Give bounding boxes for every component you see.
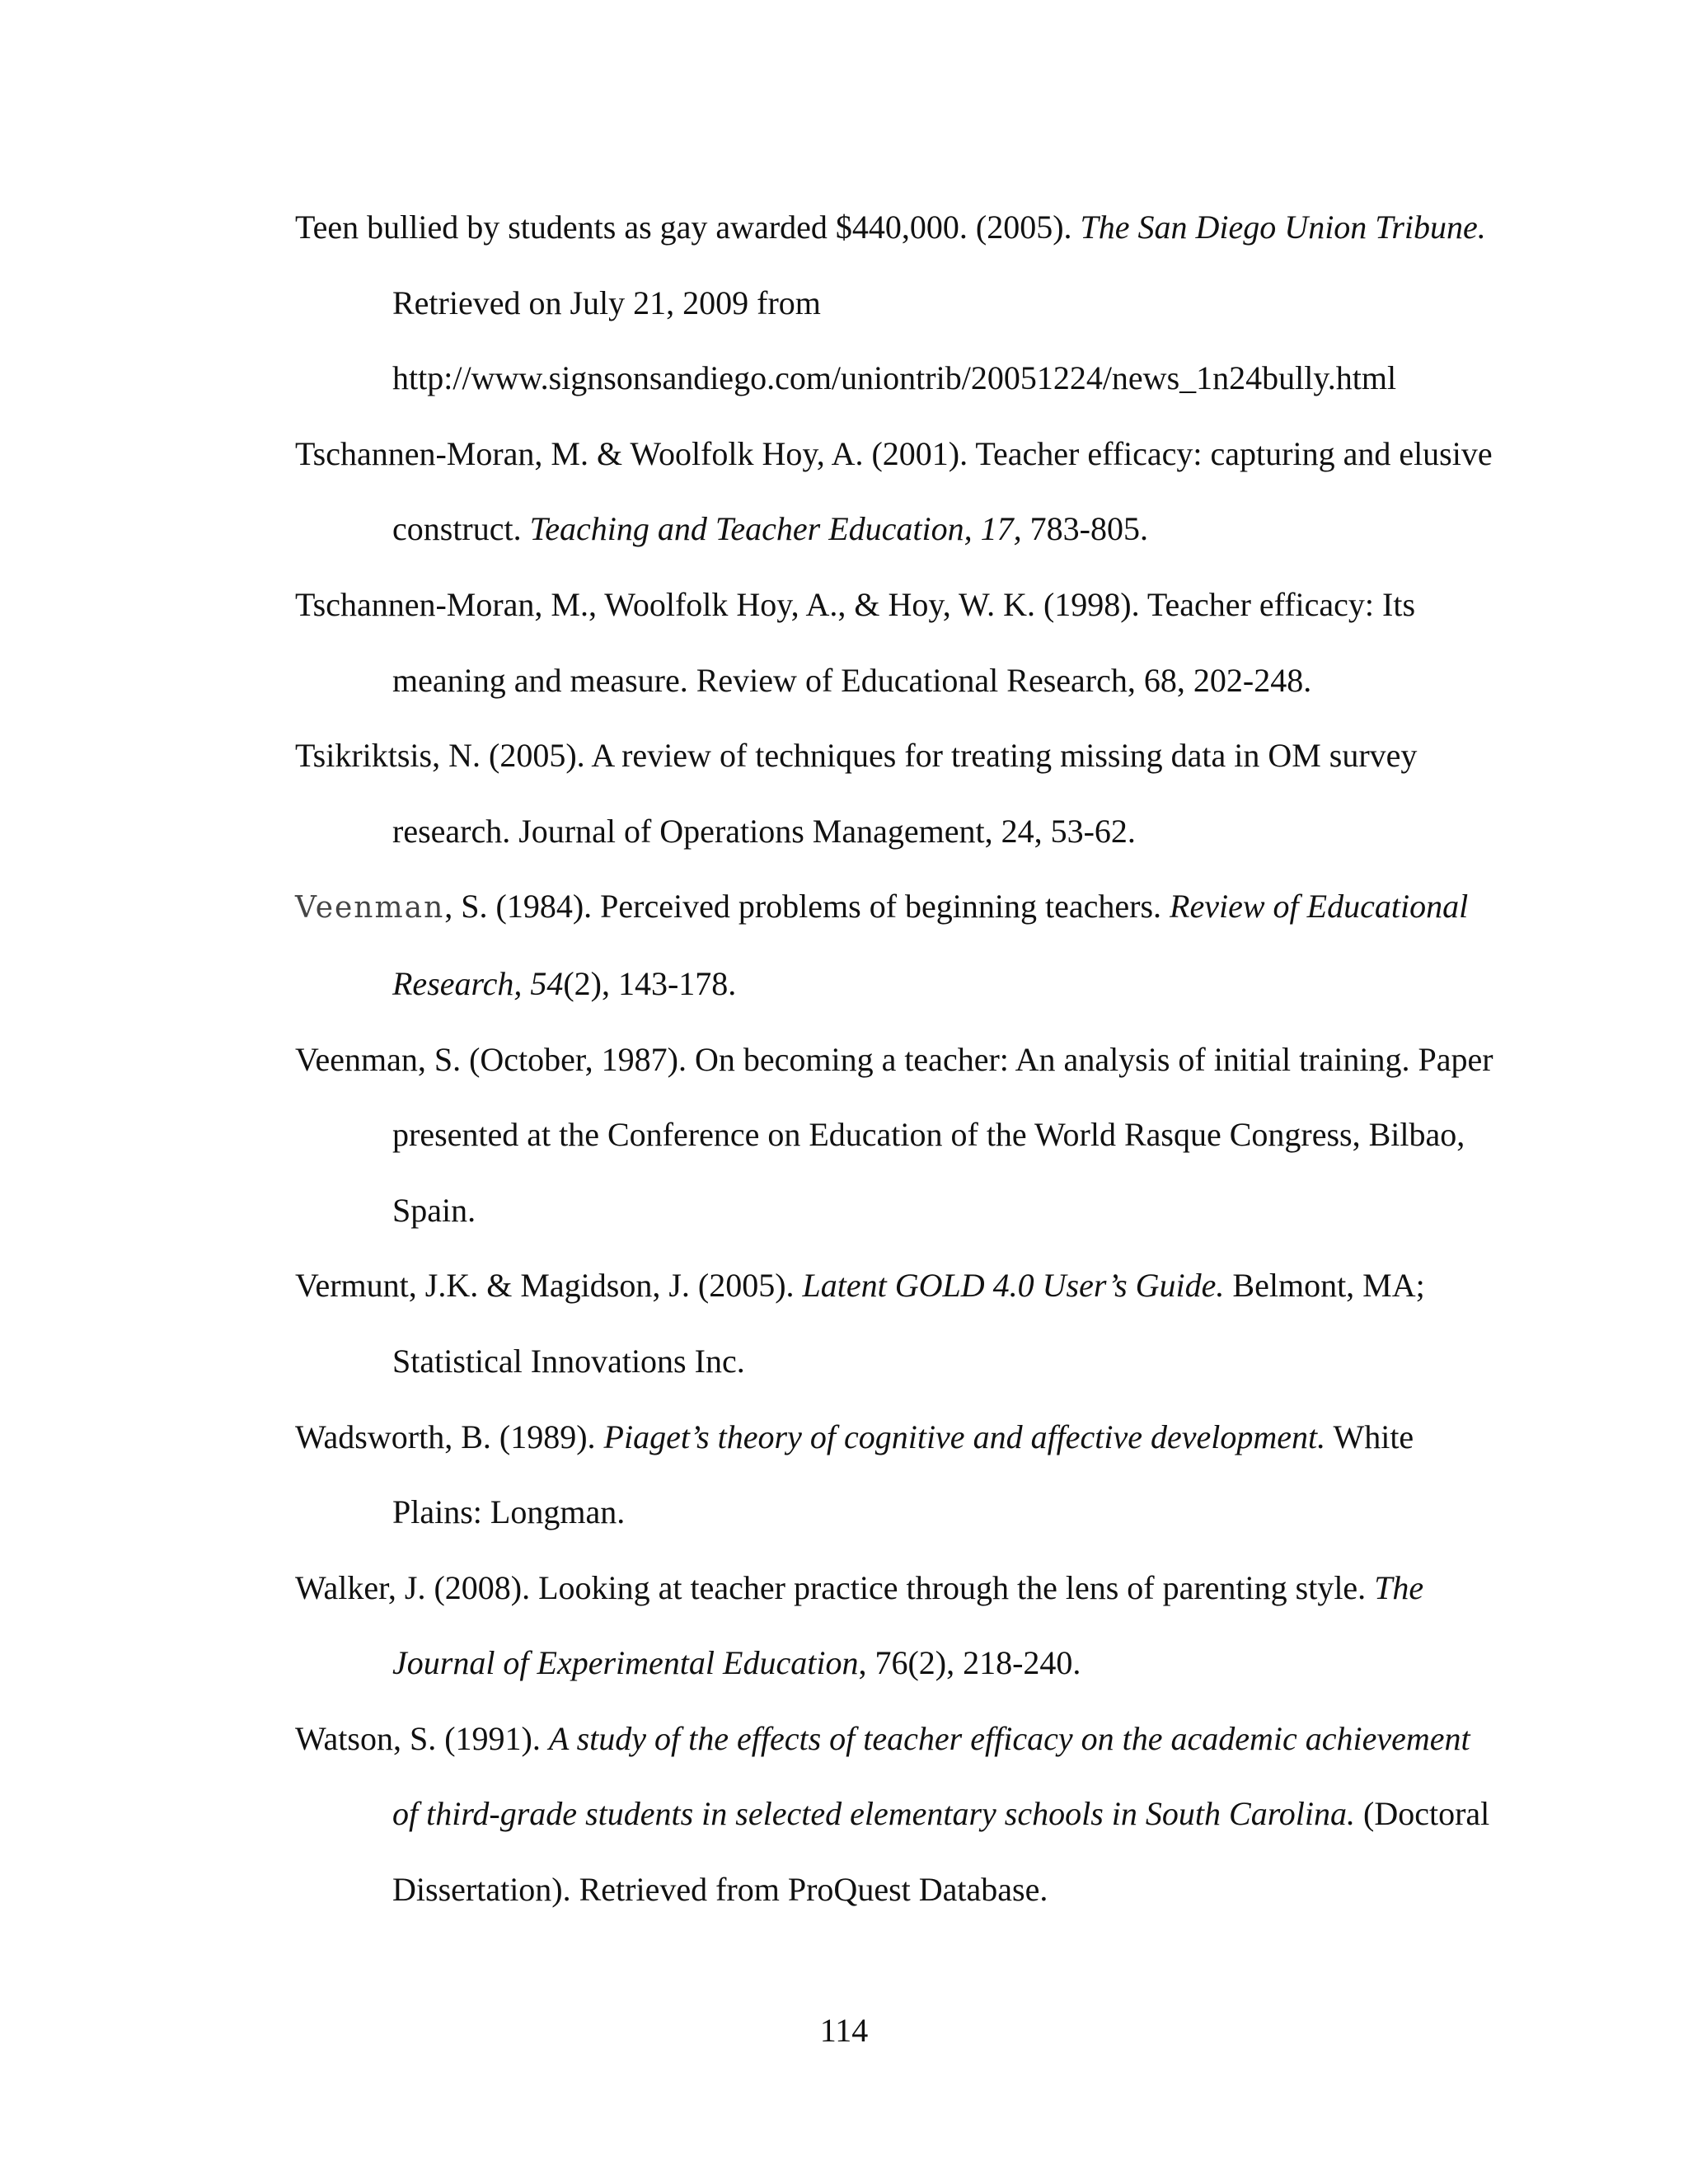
reference-entry <box>295 1550 1498 1701</box>
reference-text: Teen bullied by students as gay awarded $440,000. (2005). <box>295 209 1081 246</box>
reference-italic-text: The Journal of Experimental Education <box>392 1568 1424 1682</box>
reference-entry <box>295 1248 1498 1399</box>
reference-list <box>295 190 1498 1928</box>
reference-text: Retrieved on July 21, 2009 from <box>392 284 821 321</box>
reference-entry <box>295 718 1498 869</box>
reference-italic-text: A study of the effects of teacher efficacy on the academic achievement of third-grade students in selected elementary schools in South Carolina. <box>392 1719 1470 1833</box>
reference-italic-text: Piaget’s theory of cognitive and affective development. <box>603 1418 1326 1455</box>
reference-entry <box>295 869 1498 1021</box>
reference-entry <box>295 416 1498 567</box>
reference-italic-text: Latent GOLD 4.0 User’s Guide. <box>802 1267 1225 1305</box>
reference-text: Walker, J. (2008). Looking at teacher practice through the lens of parenting style. <box>295 1568 1375 1606</box>
reference-text: Wadsworth, B. (1989). <box>295 1418 604 1455</box>
reference-text: Belmont, MA; Statistical Innovations Inc. <box>392 1267 1425 1380</box>
reference-text: (Doctoral Dissertation). Retrieved from ProQuest Database. <box>392 1795 1490 1909</box>
reference-entry <box>295 567 1498 718</box>
reference-text: White Plains: Longman. <box>392 1418 1414 1531</box>
reference-text: Tsikriktsis, N. (2005). A review of techniques for treating missing data in OM survey research. Journal of Operations Management, 24, 53-62. <box>295 737 1418 850</box>
reference-text: Tschannen-Moran, M. & Woolfolk Hoy, A. (2001). Teacher efficacy: capturing and elusive construct. <box>295 434 1493 548</box>
reference-text: Veenman, S. (October, 1987). On becoming a teacher: An analysis of initial training. Paper presented at the Conference on Education of the World Rasque Congress, Bilbao, Spain. <box>295 1040 1493 1229</box>
reference-text: Watson, S. (1991). <box>295 1719 549 1757</box>
reference-entry <box>295 1701 1498 1928</box>
reference-text: Veenman <box>295 891 445 926</box>
reference-entry <box>295 190 1498 416</box>
reference-text: , S. (1984). Perceived problems of beginning teachers. <box>444 888 1170 926</box>
reference-text: , 76(2), 218-240. <box>858 1644 1081 1682</box>
reference-text: Vermunt, J.K. & Magidson, J. (2005). <box>295 1267 803 1305</box>
reference-italic-text: Review of Educational Research, 54 <box>392 888 1469 1002</box>
reference-italic-text: Teaching and Teacher Education, 17, <box>529 510 1022 548</box>
reference-entry <box>295 1399 1498 1550</box>
reference-entry <box>295 1022 1498 1249</box>
reference-italic-text: The San Diego Union Tribune. <box>1080 209 1486 246</box>
reference-url: http://www.signsonsandiego.com/uniontrib/20051224/news_1n24bully.html <box>392 359 1397 397</box>
reference-text: (2), 143-178. <box>563 964 737 1002</box>
page-number: 114 <box>819 2012 869 2049</box>
reference-text: Tschannen-Moran, M., Woolfolk Hoy, A., & Hoy, W. K. (1998). Teacher efficacy: Its meaning and measure. Review of Educational Research, 68, 202-248. <box>295 585 1416 699</box>
reference-text: 783-805. <box>1021 510 1148 548</box>
